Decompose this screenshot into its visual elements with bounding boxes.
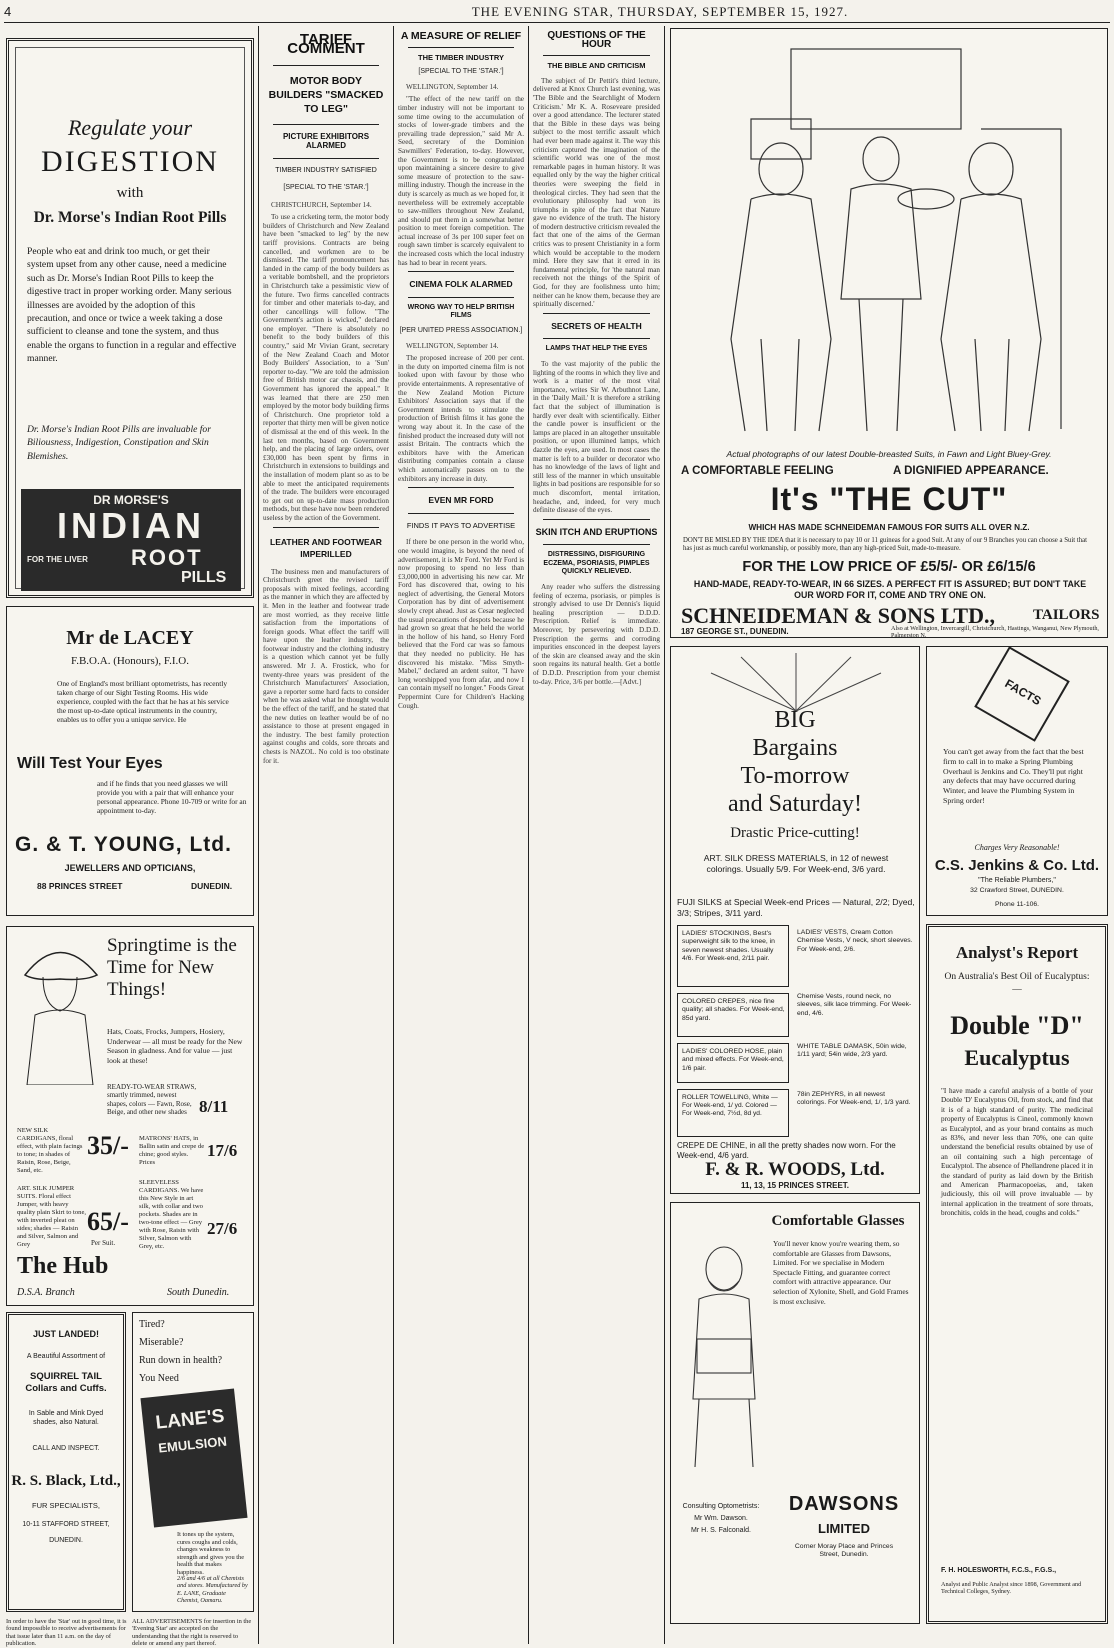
glasses-label: Consulting Optometrists:	[682, 1503, 760, 1510]
hub-jumpers-per: Per Suit.	[91, 1239, 116, 1247]
logo-line-1: DR MORSE'S	[93, 493, 169, 507]
young-city: DUNEDIN.	[191, 881, 233, 891]
relief-divider-2	[408, 271, 514, 272]
lanes-ad	[132, 1312, 254, 1612]
logo-line-2: INDIAN	[57, 505, 205, 546]
woods-hose: LADIES' COLORED HOSE, plain and mixed effects. For Week-end, 1/6 pair.	[682, 1048, 784, 1072]
woods-big-1: BIG	[774, 707, 816, 733]
cut-address: 187 GEORGE ST., DUNEDIN.	[681, 627, 789, 636]
cut-price: FOR THE LOW PRICE OF £5/5/- OR £6/15/6	[742, 559, 1036, 575]
woods-hose-box	[677, 1043, 789, 1083]
eucalyptus-sign-2: Analyst and Public Analyst since 1898, Government and Technical Colleges, Sydney.	[941, 1581, 1082, 1596]
health-body: To the vast majority of the public the lighting of the rooms in which they live and work is a matter of the most vital importance, writes Sir W. Arbuthnot Lane, in the 'Daily Mail.' It is therefore a striking fact that the subject of illumination is hardly ever dealt with scientifically. Either the candle power is insufficient or the lamps are placed in an altogether unsuitable position, or upon illumined lamps, which dazzle the eyes, are used. In most cases the matter is left to a builder or decorator who has no knowledge of the laws of light and still less of the manner in which unsuitable lights in bad positions are responsible for so much discomfort, mental irritation, headache, and, indeed, for very much definite disease of the eyes.	[533, 360, 660, 515]
cinema-special: [PER UNITED PRESS ASSOCIATION.]	[399, 327, 523, 335]
eucalyptus-brand-1: Double "D"	[950, 1011, 1084, 1040]
lacey-ad	[6, 606, 254, 916]
hub-jumpers: ART. SILK JUMPER SUITS. Floral effect Jumper, with heavy quality plain Skirt to tone, with inverted pleat on sides; shades — Raisin and Silver, Salmon and Grey	[17, 1185, 87, 1248]
cut-firm: SCHNEIDEMAN & SONS LTD.,	[681, 603, 995, 628]
black-line-4: In Sable and Mink Dyed shades, also Natural.	[28, 1410, 104, 1426]
questions-divider-4	[543, 519, 650, 520]
woods-art-silk: ART. SILK DRESS MATERIALS, in 12 of newest colorings. Usually 5/9. For Week-end, 3/6 yard.	[703, 853, 889, 874]
tariff-special: [SPECIAL TO THE 'STAR.']	[283, 183, 369, 191]
column-rule-3	[528, 26, 529, 1644]
column-rule-4	[664, 26, 665, 1644]
woods-crepes-box	[677, 993, 789, 1037]
cut-sub-2: HAND-MADE, READY-TO-WEAR, IN 66 SIZES. A PERFECT FIT IS ASSURED; BUT DON'T TAKE OUR WORD FOR IT, COME AND TRY ONE ON.	[693, 579, 1087, 600]
footer-notice-right: ALL ADVERTISEMENTS for insertion in the 'Evening Star' are accepted on the understanding that the right is reserved to delete or amend any part thereof.	[132, 1618, 252, 1648]
woods-chemise: Chemise Vests, round neck, no sleeves, silk lace trimming. For Week-end, 4/6.	[797, 993, 912, 1017]
glasses-name-2: Mr H. S. Falconald.	[691, 1527, 751, 1534]
woods-firm: F. & R. WOODS, Ltd.	[705, 1159, 885, 1180]
digestion-title-2: DIGESTION	[41, 145, 219, 178]
relief-divider-4	[408, 487, 514, 488]
relief-head: A MEASURE OF RELIEF	[400, 30, 522, 42]
woods-damask: WHITE TABLE DAMASK, 50in wide, 1/11 yard; 54in wide, 2/3 yard.	[797, 1043, 907, 1059]
cut-small: DON'T BE MISLED BY THE IDEA that it is necessary to pay 10 or 11 guineas for a good Suit. At any of our 9 Branches you can choose a Suit that has just as much careful workmanship, or possibly more, than any high-priced Suit, made-to-measure.	[683, 537, 1088, 552]
young-trade: JEWELLERS AND OPTICIANS,	[64, 863, 196, 873]
eucalyptus-brand-2: Eucalyptus	[964, 1045, 1070, 1070]
lanes-note: It tones up the system, cures coughs and colds, changes weakness to strength and gives you the health that makes happiness.	[177, 1531, 245, 1576]
woods-crepes: COLORED CREPES, nice fine quality; all shades. For Week-end, 85d yard.	[682, 998, 785, 1022]
woods-address: 11, 13, 15 PRINCES STREET.	[740, 1181, 850, 1190]
indian-root-pills-logo	[21, 489, 241, 591]
digestion-title-3: with	[116, 185, 144, 201]
woods-crepe: CREPE DE CHINE, in all the pretty shades now worn. For the Week-end, 4/6 yard.	[677, 1141, 896, 1160]
young-address: 88 PRINCES STREET	[37, 881, 123, 891]
logo-tag: FOR THE LIVER	[27, 555, 88, 564]
hub-matrons-price: 17/6	[207, 1141, 238, 1160]
woods-towelling-box	[677, 1089, 789, 1137]
woods-ad	[670, 646, 920, 1194]
hub-matrons: MATRONS' HATS, in Ballin satin and crepe de chine; good styles. Prices	[139, 1135, 205, 1166]
tariff-body: To use a cricketing term, the motor body builders of Christchurch and New Zealand have been "smacked to leg" by the new tariff provisions. Contracts are being cancelled, and workmen are to be dismissed. The tariff pronouncement has landed in the camp of the body builders as a veritable bombshell, and the proprietors in Christchurch take a pessimistic view of the future. Two firms cancelled contracts for timber and other materials to-day, and other cancellings will follow. "The Government's action is wicked," declared one employer. "There is absolutely no benefit to the body builders of this country," said Mr Vivian Grant, secretary of the New Zealand Coach and Motor Body Builders' Association, to a 'Sun' reporter to-day. "We are told the admission free of British motor car chassis, and the Government has ignored the appeal." It was learned that there are 250 men employed by the motor body building firms of Christchurch. One proprietor told a reporter that thirty men will be given notice of dismissal at the end of this week. In the last ten months, based on Government help, and the placing of large orders, over £30,000 has been spent by firms in Christchurch in extensions to buildings and the installation of modern plant so as to be able to meet the anticipated requirements of the trade. The builders were encouraged to get out on up-to-date mass production methods, but these have now been rendered useless by the action of the Government.	[263, 213, 389, 522]
questions-divider-1	[543, 55, 650, 56]
relief-divider-3	[408, 297, 514, 298]
footer-notice-left: In order to have the 'Star' out in good time, it is found impossible to receive advertisements for that issue later than 11 a.m. on the day of publication.	[6, 1618, 127, 1648]
lanes-q3: Run down in health?	[139, 1355, 223, 1366]
woods-towelling: ROLLER TOWELLING, White — For Week-end, 1/ yd. Colored — For Week-end, 7½d, 8d yd.	[682, 1094, 778, 1117]
glasses-head: Comfortable Glasses	[771, 1213, 905, 1229]
digestion-title-1: Regulate your	[67, 115, 193, 140]
page-number: 4	[4, 4, 12, 19]
relief-special: [SPECIAL TO THE 'STAR.']	[418, 68, 504, 76]
ford-h2: FINDS IT PAYS TO ADVERTISE	[406, 520, 516, 530]
tariff-divider-2	[273, 124, 379, 125]
black-firm: R. S. Black, Ltd.,	[11, 1473, 121, 1489]
hub-cardigans-price: 35/-	[87, 1131, 129, 1160]
lacey-name: Mr de LACEY	[66, 627, 194, 649]
column-rule-2	[393, 26, 394, 1644]
woods-stockings-box	[677, 925, 789, 987]
black-city: DUNEDIN.	[49, 1537, 83, 1544]
header-rule	[4, 22, 1110, 23]
hub-sleeveless-price: 27/6	[207, 1219, 238, 1238]
lanes-brand-2: EMULSION	[157, 1433, 228, 1456]
hub-footer-right: South Dunedin.	[167, 1287, 230, 1298]
hub-brand: The Hub	[17, 1253, 109, 1279]
lacey-quals: F.B.O.A. (Honours), F.I.O.	[70, 655, 190, 667]
hub-cardigans: NEW SILK CARDIGANS, floral effect, with plain facings to tone; in shades of Raisin, Rose, Beige, Sand, etc.	[17, 1127, 83, 1174]
lanes-q4: You Need	[139, 1373, 179, 1384]
lanes-q1: Tired?	[139, 1319, 165, 1330]
tariff-head: TARIFF COMMENT	[287, 31, 365, 57]
glasses-name-1: Mr Wm. Dawson.	[694, 1515, 748, 1522]
cinema-body: The proposed increase of 200 per cent. in the duty on imported cinema film is not looked upon with favour by those who provide entertainments. A representative of the New Zealand Motion Picture Exhibitors' Association says that if the Government intends to stimulate the production of British films it has gone the wrong way about it. In the case of the finished product the increased duty will not assist Britain. The contracts which the exhibitors have with the American distributing companies contain a clause which automatically passes on to the exhibitors any increase in duty.	[398, 354, 524, 483]
woods-fuji: FUJI SILKS at Special Week-end Prices — Natural, 2/2; Dyed, 3/3; Stripes, 3/11 yard.	[677, 897, 915, 918]
health-h2: LAMPS THAT HELP THE EYES	[545, 345, 648, 353]
eucalyptus-sub: On Australia's Best Oil of Eucalyptus:—	[944, 972, 1090, 995]
skin-h2: DISTRESSING, DISFIGURING ECZEMA, PSORIASIS, PIMPLES QUICKLY RELIEVED.	[543, 551, 650, 576]
relief-divider-1	[408, 47, 514, 48]
questions-divider-5	[543, 544, 650, 545]
facts-banner-text: FACTS	[1002, 676, 1044, 709]
logo-line-4: PILLS	[181, 569, 227, 586]
ford-head: EVEN MR FORD	[428, 495, 494, 506]
eucalyptus-body: "I have made a careful analysis of a bottle of your Double 'D' Eucalyptus Oil, from stock, and find that it is of a high standard of purity. The medicinal property of Eucalyptus is Cineol, commonly known as Eucalyptol, and as your brand contains as much as 83%, and never less than 70%, one can quite understand the beneficial results obtained by use of an oil containing such a high percentage of Eucalyptol. The absence of Phellandrene placed it in the standard of purity as laid down by the British and American Pharmacopoeias, and, taken judiciously, this oil will prove invaluable — by internal application in the treatment of sore throats, bronchitis, colds in the head, coughs and colds."	[941, 1087, 1093, 1218]
logo-line-3: ROOT	[131, 545, 203, 570]
woods-big-3: To-morrow	[740, 763, 850, 789]
woods-drastic: Drastic Price-cutting!	[730, 825, 860, 841]
digestion-title-4: Dr. Morse's Indian Root Pills	[33, 209, 227, 226]
tariff-h2: MOTOR BODY BUILDERS "SMACKED TO LEG"	[268, 75, 384, 116]
health-head: SECRETS OF HEALTH	[551, 320, 642, 331]
lacey-body-2: and if he finds that you need glasses we will provide you with a pair that will enhance your personal appearance. Phone 10-709 or write for an appointment to-day.	[97, 779, 247, 815]
cinema-dateline: WELLINGTON, September 14.	[406, 341, 499, 350]
cut-headline: It's "THE CUT"	[770, 481, 1008, 517]
tariff-h3: PICTURE EXHIBITORS ALARMED	[282, 132, 370, 150]
hub-headline: Springtime is the Time for New Things!	[107, 935, 237, 1000]
jenkins-tag: "The Reliable Plumbers,"	[978, 877, 1056, 884]
digestion-body: People who eat and drink too much, or get their system upset from any other cause, need a medicine such as Dr. Morse's Indian Root Pills to keep the digestive tract in proper working order. Many serious illnesses are avoided by the adoption of this precaution, and once or twice a week taking a dose sufficient to cleanse and tone the system, and thus enable the organs to function in a regular and effective manner.	[27, 246, 237, 365]
leather-body: The business men and manufacturers of Christchurch greet the revised tariff proposals with mixed feelings, according as the manner in which they are affected by it. Men in the leather and footwear trade are most worried, as they receive little satisfaction from the importations of foreign goods. What effect the tariff will have upon the leather industry, the footwear industry and the clothing industry is a question which cannot yet be fully answered. Mr J. A. Frostick, who for twenty-three years was president of the Christchurch Manufacturers' Association, gave a reporter some hard facts to consider when he was asked what he thought would be the effect of the tariff, and he stated that the new duties on leather would be of no assistance to those at present engaged in the industry. The best family protection against coughs and colds, sore throats and chests is NAZOL. No cold is too obstinate for it.	[263, 567, 389, 765]
eucalyptus-head: Analyst's Report	[955, 943, 1079, 962]
black-line-2: A Beautiful Assortment of	[26, 1353, 106, 1360]
tariff-h4: TIMBER INDUSTRY SATISFIED	[275, 167, 377, 175]
sunburst-decoration	[701, 653, 891, 713]
woods-stockings: LADIES' STOCKINGS, Best's superweight silk to the knee, in seven newest shades. Usually 4/6. For Week-end, 2/11 pair.	[682, 930, 775, 963]
jenkins-address: 32 Crawford Street, DUNEDIN.	[970, 887, 1064, 894]
questions-head: QUESTIONS OF THE HOUR	[547, 30, 646, 50]
masthead: THE EVENING STAR, THURSDAY, SEPTEMBER 15, 1927.	[471, 4, 849, 19]
cut-sub: WHICH HAS MADE SCHNEIDEMAN FAMOUS FOR SUITS ALL OVER N.Z.	[748, 523, 1030, 532]
black-trade: FUR SPECIALISTS,	[32, 1501, 100, 1510]
cut-trade: TAILORS	[1033, 607, 1100, 623]
questions-column	[533, 30, 660, 1642]
skin-head: SKIN ITCH AND ERUPTIONS	[535, 526, 658, 537]
black-line-5: CALL AND INSPECT.	[32, 1445, 100, 1452]
hub-intro: Hats, Coats, Frocks, Jumpers, Hosiery, Underwear — all must be ready for the New Season in gladness. And for value — just look at these!	[107, 1027, 243, 1065]
jenkins-phone: Phone 11-106.	[994, 901, 1040, 908]
relief-column	[398, 30, 524, 1642]
facts-banner	[974, 646, 1070, 742]
digestion-ad	[6, 38, 254, 598]
glasses-firm-2: LIMITED	[818, 1521, 870, 1536]
woods-big-2: Bargains	[752, 735, 838, 761]
questions-body: The subject of Dr Pettit's third lecture, delivered at Knox Church last evening, was 'The Bible and the Searchlight of Modern Criticism.' Mr K. A. Roseveare presided over a good attendance. The lecturer stated that the Bible in these days was being subject to the most terrific assault which had ever been made against it. The way this criticism captured the imagination of the scientific world was one of the most remarkable pages in human history. It was equalled only by the way the higher critical theories were sweeping the field in theological circles. They had seen that the evolutionary philosophy had won its triumphs in spite of the fact that Nature gave no evidence of the truth. The history of modern destructive criticism revealed the fact that one of the aims of the German critics was to present Christianity in a form which would be acceptable to the modern mind. Here they saw that it erred in its fundamental principle, for 'the natural man receiveth not the things of the Spirit of God, for they are foolishness unto him; neither can he know them, because they are spiritually discerned.'	[533, 76, 660, 309]
ford-body: If there be one person in the world who, one would imagine, is beyond the need of advertisement, it is Mr Ford. Yet Mr Ford is now proposing to spend no less than £3,000,000 in advertising his new car. Mr Ford has discovered that, owing to his neglect of advertising, the General Motors Corporation has by dint of advertisement slowly crept ahead. Just as Cesar neglected the usual precautions of despots because he had grown so great that he held the world in the hollow of his hand, so Henry Ford believed that the Ford car was so famous that they needed no publicity. He has discovered his mistake. "Miss Smyth-Mabel," declared an ardent suitor, "I have long worshipped you from afar, and now I can contain myself no longer." Foods Great Peppermint Cure for Children's Hacking Cough.	[398, 538, 524, 710]
glasses-firm-1: DAWSONS	[788, 1493, 900, 1515]
cut-branches: Also at Wellington, Invercargill, Christchurch, Hastings, Wanganui, New Plymouth, Palmerston N.	[891, 625, 1099, 638]
young-firm: G. & T. YOUNG, Ltd.	[15, 833, 232, 856]
cut-caption: Actual photographs of our latest Double-breasted Suits, in Fawn and Light Bluey-Grey.	[726, 449, 1052, 459]
lady-with-hat-illustration	[15, 935, 105, 1085]
glasses-ad	[670, 1202, 920, 1624]
relief-divider-5	[408, 513, 514, 514]
cinema-h2: WRONG WAY TO HELP BRITISH FILMS	[407, 303, 515, 320]
relief-h2: THE TIMBER INDUSTRY	[418, 52, 504, 62]
tariff-column	[263, 30, 389, 1642]
woods-big-4: and Saturday!	[728, 791, 862, 817]
cut-tag-1: A COMFORTABLE FEELING	[681, 465, 834, 477]
two-men-in-suits-illustration	[691, 39, 1091, 439]
hub-ad	[6, 926, 254, 1306]
hub-jumpers-price: 65/-	[87, 1207, 129, 1236]
tariff-divider-1	[273, 65, 379, 66]
lanes-brand-1: LANE'S	[154, 1405, 226, 1434]
questions-divider-2	[543, 313, 650, 314]
eucalyptus-sign: F. H. HOLESWORTH, F.C.S., F.G.S.,	[941, 1567, 1057, 1574]
hub-footer-left: D.S.A. Branch	[17, 1287, 75, 1298]
lanes-prices: 2/6 and 4/6 at all Chemists and stores. Manufactured by E. LANE, Graduate Chemist, Oamaru.	[177, 1575, 248, 1605]
cut-tag-2: A DIGNIFIED APPEARANCE.	[893, 465, 1049, 477]
skin-body: Any reader who suffers the distressing feeling of eczema, psoriasis, or pimples is strongly advised to use Dr Dennis's liquid healing prescription — D.D.D. Prescription. Relief is immediate. Moreover, by persevering with D.D.D. Prescription the germs and corroding impurities ensconced in the deepest layers of the skin are cleansed away and the skin soon regains its natural health. Get a bottle of D.D.D. Prescription from your chemist to-day. Price, 3/6 per bottle.—[Advt.]	[533, 583, 660, 686]
black-ad	[6, 1312, 126, 1612]
woods-vests: LADIES' VESTS, Cream Cotton Chemise Vests, V neck, short sleeves. For Week-end, 2/6.	[797, 929, 913, 953]
cinema-head: CINEMA FOLK ALARMED	[409, 279, 513, 290]
hub-straws-price: 8/11	[199, 1097, 229, 1116]
tariff-divider-4	[273, 527, 379, 528]
hub-straws: READY-TO-WEAR STRAWS, smartly trimmed, newest shapes, colors — Fawn, Rose, Beige, and other new shades	[107, 1083, 197, 1117]
tariff-divider-3	[273, 158, 379, 159]
relief-body: "The effect of the new tariff on the timber industry will not be important to some time owing to the accumulation of stocks of lower-grade timbers and the prevailing trade depression," said Mr A. Seed, secretary of the Dominion Sawmillers' Federation, to-day. However, the Government is to be congratulated upon maintaining a sincere desire to give some measure of protection to the saw-milling industry. Though the increase in the duty is scarcely as much as we hoped for, it nevertheless will be extremely acceptable to saw-millers throughout New Zealand, and should put them in a somewhat better position to meet foreign competition. The actual increase of 3s per 100 super feet on rough sawn timber is scarcely equivalent to the increased costs which the local industry has had to bear in recent years.	[398, 95, 524, 267]
jenkins-firm: C.S. Jenkins & Co. Ltd.	[934, 857, 1100, 874]
black-line-1: JUST LANDED!	[32, 1329, 99, 1339]
lacey-headline: Will Test Your Eyes	[17, 755, 163, 772]
questions-divider-3	[543, 338, 650, 339]
relief-dateline: WELLINGTON, September 14.	[406, 82, 499, 91]
glasses-address: Corner Moray Place and Princes Street, Dunedin.	[794, 1543, 894, 1559]
column-rule-1	[258, 26, 259, 1644]
lanes-q2: Miserable?	[139, 1337, 184, 1348]
questions-h2: THE BIBLE AND CRITICISM	[547, 61, 646, 71]
jenkins-charges: Charges Very Reasonable!	[974, 843, 1060, 852]
black-address: 10-11 STAFFORD STREET,	[22, 1521, 110, 1528]
lacey-body: One of England's most brilliant optometrists, has recently taken charge of our Sight Testing Rooms. His wide experience, coupled with the fact that he has at his service the most up-to-date optical instruments in the country, enables us to offer you a unique service. He	[57, 679, 229, 724]
digestion-italic: Dr. Morse's Indian Root Pills are invaluable for Biliousness, Indigestion, Constipation and Skin Blemishes.	[27, 424, 211, 462]
leather-head: LEATHER AND FOOTWEAR IMPERILLED	[270, 536, 382, 559]
eucalyptus-ad	[926, 924, 1108, 1624]
lanes-bottle	[140, 1388, 247, 1527]
black-line-3: SQUIRREL TAIL Collars and Cuffs.	[25, 1371, 107, 1394]
tariff-dateline: CHRISTCHURCH, September 14.	[271, 200, 372, 209]
schneideman-ad	[670, 28, 1108, 638]
woman-reading-illustration	[679, 1239, 769, 1469]
jenkins-body: You can't get away from the fact that the best firm to call in to make a Spring Plumbing Overhaul is Jenkins and Co. They'll put right any defects that may have occurred during Winter, and leave the Plumbing System in Spring order!	[943, 747, 1084, 805]
hub-sleeveless: SLEEVELESS CARDIGANS. We have this New Style in art silk, with collar and two pockets. Shades are in two-tone effect — Grey with Rose, Raisin with Silver, Salmon with Grey, etc.	[139, 1179, 204, 1250]
glasses-body: You'll never know you're wearing them, so comfortable are Glasses from Dawsons, Limited. For we specialise in Modern Spectacle Fitting, and guarantee correct comfort with attractive appearance. Our selection of Xylonite, Shell, and Gold Frames is most exclusive.	[773, 1239, 909, 1306]
jenkins-ad	[926, 646, 1108, 916]
woods-zephyrs: 78in ZEPHYRS, in all newest colorings. For Week-end, 1/, 1/3 yard.	[797, 1091, 911, 1107]
